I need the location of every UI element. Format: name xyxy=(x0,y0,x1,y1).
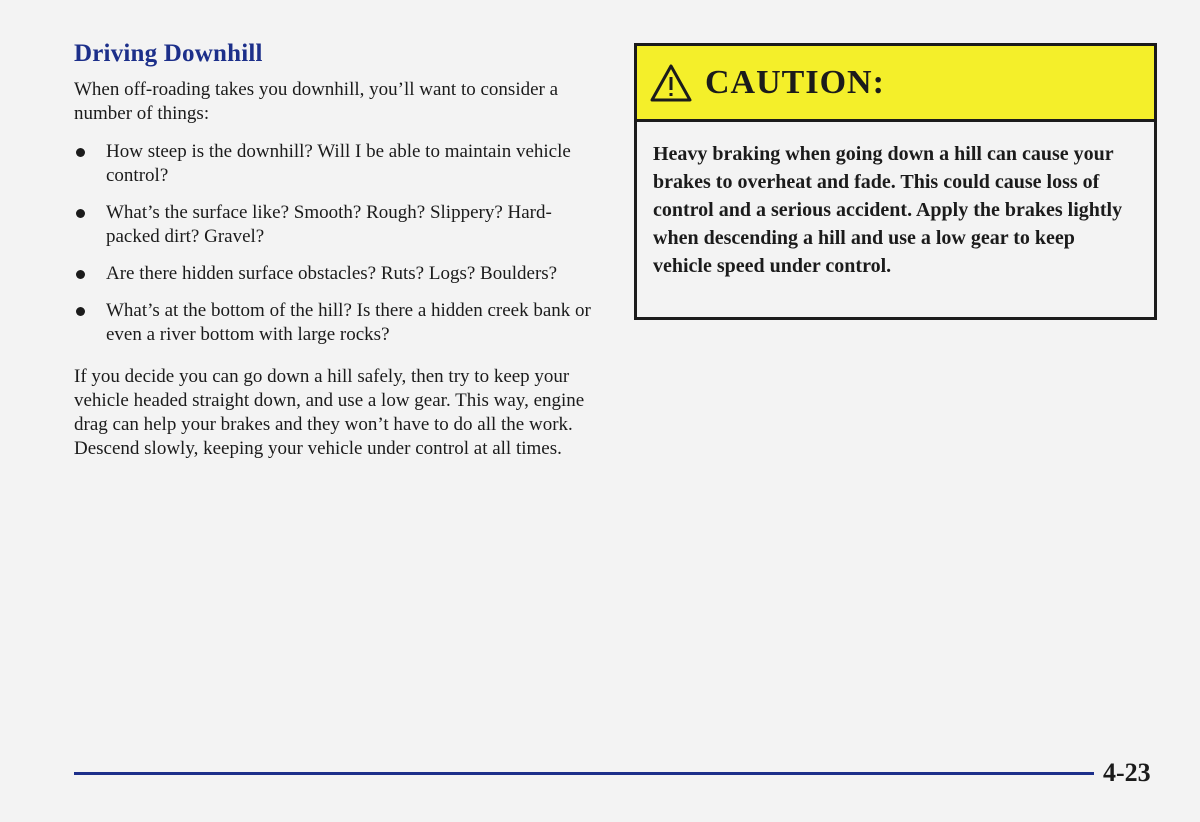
main-column xyxy=(74,40,604,461)
caution-box xyxy=(634,43,1157,320)
list-item xyxy=(74,201,604,249)
list-item xyxy=(74,262,604,286)
caution-text: Heavy braking when going down a hill can cause your brakes to overheat and fade. This could cause loss of control and a serious accident. Apply the brakes lightly when descending a hill and use a low gear to keep vehicle speed under control. xyxy=(653,143,1123,277)
list-item-text: What’s at the bottom of the hill? Is there a hidden creek bank or even a river bottom with large rocks? xyxy=(106,300,591,345)
list-item xyxy=(74,140,604,188)
list-item-text: How steep is the downhill? Will I be able to maintain vehicle control? xyxy=(106,141,571,186)
bullet-icon xyxy=(76,270,85,279)
bullet-icon xyxy=(76,209,85,218)
caution-header xyxy=(637,46,1154,122)
warning-triangle-icon xyxy=(649,63,693,103)
section-title: Driving Downhill xyxy=(74,40,263,67)
footer-rule xyxy=(74,772,1094,775)
caution-title: CAUTION: xyxy=(705,63,885,101)
list-item-text: What’s the surface like? Smooth? Rough? Slippery? Hard-packed dirt? Gravel? xyxy=(106,202,552,247)
intro-paragraph: When off-roading takes you downhill, you’ll want to consider a number of things: xyxy=(74,79,559,124)
bullet-icon xyxy=(76,148,85,157)
list-item-text: Are there hidden surface obstacles? Ruts? Logs? Boulders? xyxy=(106,263,558,284)
list-item xyxy=(74,299,604,347)
closing-paragraph: If you decide you can go down a hill safely, then try to keep your vehicle headed straight down, and use a low gear. This way, engine drag can help your brakes and they won’t have to do all the work. Descend slowly, keeping your vehicle under control at all times. xyxy=(74,366,585,459)
page-number: 4-23 xyxy=(1103,758,1151,787)
bullet-icon xyxy=(76,307,85,316)
bullet-list xyxy=(74,140,604,347)
